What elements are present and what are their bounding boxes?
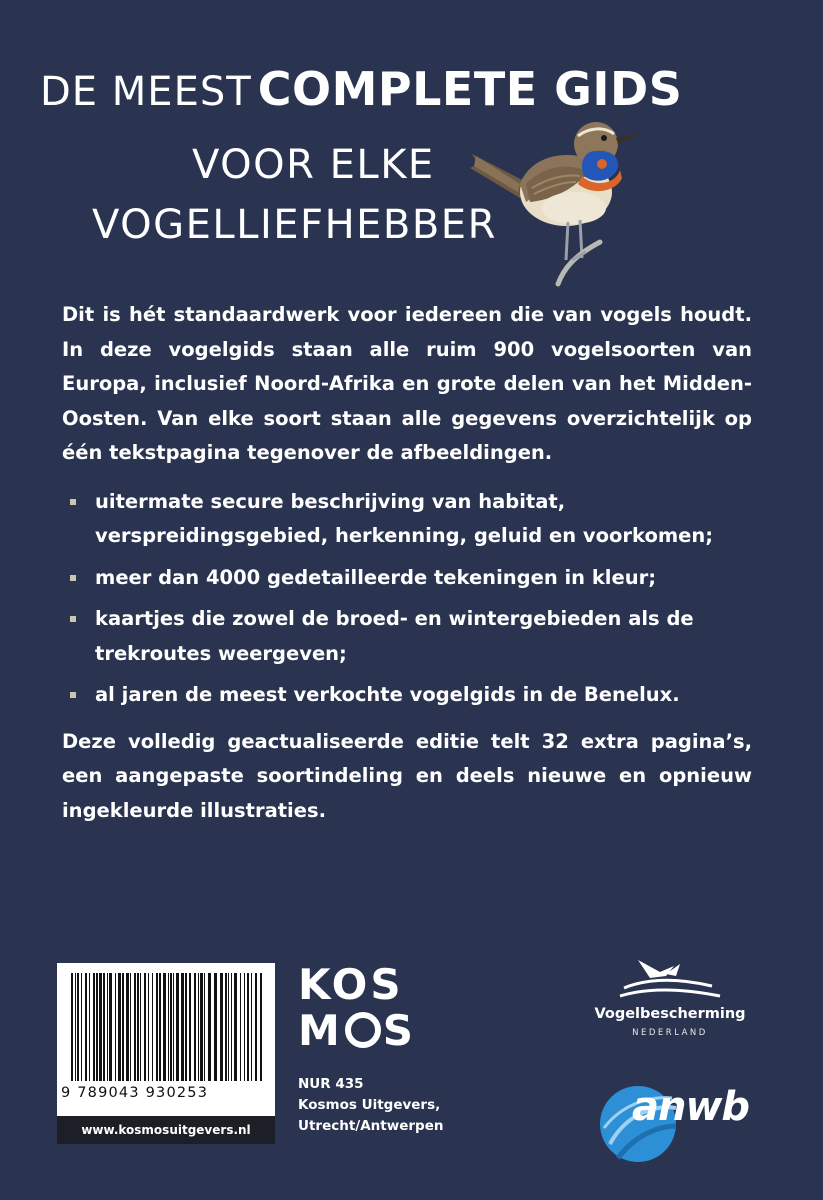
isbn-number: 9 789043 930253: [61, 1085, 209, 1101]
barcode-bar: [152, 973, 153, 1081]
barcode-bar: [168, 973, 169, 1081]
barcode-bar: [247, 973, 249, 1081]
publisher-city: Utrecht/Antwerpen: [298, 1118, 444, 1134]
feature-item: kaartjes die zowel de broed- en wintergebieden als de trekroutes weergeven;: [62, 602, 752, 671]
anwb-wordmark: anwb: [632, 1084, 750, 1130]
kosmos-logo-s: S: [382, 1006, 417, 1055]
barcode-bar: [200, 973, 203, 1081]
barcode-bar: [231, 973, 232, 1081]
barcode-bar: [122, 973, 124, 1081]
barcode-bar: [144, 973, 146, 1081]
barcode-bar: [251, 973, 252, 1081]
vogelbescherming-name: Vogelbescherming: [594, 1006, 746, 1022]
barcode-bar: [75, 973, 76, 1081]
barcode-bar: [96, 973, 98, 1081]
kosmos-logo-m: M: [298, 1006, 343, 1055]
barcode-bar: [198, 973, 199, 1081]
barcode-bar: [173, 973, 174, 1081]
barcode-bar: [159, 973, 161, 1081]
barcode-bar: [103, 973, 105, 1081]
anwb-logo: [596, 1074, 766, 1166]
kosmos-logo-bottom: [298, 1008, 418, 1054]
website-url: www.kosmosuitgevers.nl: [57, 1116, 275, 1144]
vogelbescherming-logo: [580, 958, 760, 1048]
headline-light: DE MEEST: [40, 69, 252, 115]
swallow-icon: [616, 958, 724, 1004]
barcode-bar: [71, 973, 73, 1081]
barcode-bar: [163, 973, 166, 1081]
barcode-bar: [148, 973, 149, 1081]
barcode-bar: [214, 973, 217, 1081]
barcode-bar: [240, 973, 241, 1081]
publisher-name: Kosmos Uitgevers,: [298, 1097, 441, 1113]
barcode-bar: [99, 973, 102, 1081]
barcode-bar: [130, 973, 131, 1081]
barcode-bar: [140, 973, 141, 1081]
barcode-bar: [156, 973, 158, 1081]
headline-bold: COMPLETE GIDS: [257, 62, 683, 116]
barcode-bar: [118, 973, 121, 1081]
feature-list: [62, 485, 752, 713]
barcode-bar: [126, 973, 129, 1081]
barcode-bar: [81, 973, 82, 1081]
vogelbescherming-sub: NEDERLAND: [632, 1028, 708, 1038]
publisher-imprint: [298, 1074, 498, 1137]
barcode-bar: [225, 973, 227, 1081]
barcode-bar: [85, 973, 87, 1081]
headline-line-3: VOGELLIEFHEBBER: [92, 202, 497, 248]
barcode-bar: [170, 973, 172, 1081]
kosmos-ring-icon: [345, 1012, 381, 1048]
barcode-bar: [77, 973, 79, 1081]
closing-paragraph: Deze volledig geactualiseerde editie telt 32 extra pagina’s, een aangepaste soortindeling en deels nieuwe en opnieuw ingekleurde illustraties.: [62, 729, 752, 822]
feature-item: uitermate secure beschrijving van habitat, verspreidingsgebied, herkenning, geluid en voorkomen;: [62, 485, 752, 554]
barcode-bar: [134, 973, 136, 1081]
kosmos-logo: [298, 960, 418, 1055]
barcode-bar: [115, 973, 116, 1081]
barcode-bar: [185, 973, 187, 1081]
barcode-bar: [208, 973, 211, 1081]
barcode-bar: [260, 973, 262, 1081]
barcode-bar: [107, 973, 108, 1081]
feature-item: meer dan 4000 gedetailleerde tekeningen in kleur;: [62, 561, 752, 596]
barcode-bar: [234, 973, 237, 1081]
description: [62, 298, 752, 828]
barcode-bar: [93, 973, 95, 1081]
barcode-bar: [109, 973, 112, 1081]
barcode-bar: [176, 973, 179, 1081]
barcode-bar: [137, 973, 139, 1081]
barcode-bar: [255, 973, 257, 1081]
nur-code: NUR 435: [298, 1076, 364, 1092]
bluethroat-illustration: [470, 92, 650, 287]
barcode-bar: [189, 973, 191, 1081]
barcode-bar: [204, 973, 205, 1081]
barcode-bars: [57, 963, 275, 1088]
barcode-bar: [194, 973, 196, 1081]
barcode: [57, 963, 275, 1116]
feature-item: al jaren de meest verkochte vogelgids in de Benelux.: [62, 678, 752, 713]
kosmos-logo-top: KOS: [298, 960, 404, 1009]
intro-paragraph: Dit is hét standaardwerk voor iedereen die van vogels houdt. In deze vogelgids staan alle ruim 900 vogelsoorten van Europa, inclusief Noord-Afrika en grote delen van het Midden-Oosten. Van elke soort staan alle gegevens overzichtelijk op één tekstpagina tegenover de afbeeldingen.: [62, 303, 752, 464]
barcode-bar: [220, 973, 223, 1081]
barcode-bar: [181, 973, 184, 1081]
headline-line-2: VOOR ELKE: [192, 142, 435, 188]
barcode-bar: [244, 973, 245, 1081]
barcode-bar: [89, 973, 90, 1081]
barcode-bar: [228, 973, 229, 1081]
